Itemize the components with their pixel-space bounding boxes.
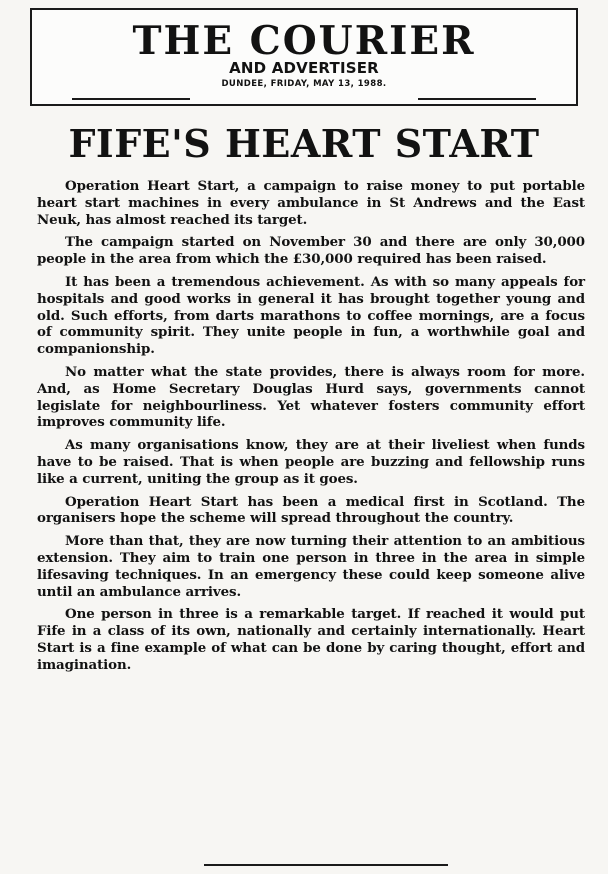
- article-paragraph-7: More than that, they are now turning their attention to an ambitious extension. They aim to train one person in three in the area in simple lifesaving techniques. In an emergency these could keep someone alive until an ambulance arrives.: [37, 533, 585, 600]
- article-paragraph-8: One person in three is a remarkable target. If reached it would put Fife in a class of its own, nationally and certainly internationally. Heart Start is a fine example of what can be done by caring thought, effort and imagination.: [37, 606, 585, 673]
- masthead-dateline: DUNDEE, FRIDAY, MAY 13, 1988.: [221, 79, 387, 89]
- article-paragraph-4: No matter what the state provides, there is always room for more. And, as Home Secretary Douglas Hurd says, governments cannot legislate for neighbourliness. Yet whatever fosters community effort improves community life.: [37, 363, 585, 431]
- article-paragraph-1: Operation Heart Start, a campaign to raise money to put portable heart start machines in every ambulance in St Andrews and the East Neuk, has almost reached its target.: [37, 178, 585, 228]
- article-paragraph-2: The campaign started on November 30 and there are only 30,000 people in the area from which the £30,000 required has been raised.: [37, 234, 585, 268]
- masthead-rule-right: [418, 98, 536, 100]
- article-paragraph-5: As many organisations know, they are at their liveliest when funds have to be raised. That is when people are buzzing and fellowship runs like a current, uniting the group as it goes.: [37, 437, 585, 487]
- article-paragraph-3: It has been a tremendous achievement. As with so many appeals for hospitals and good works in general it has brought together young and old. Such efforts, from darts marathons to coffee mornings, are a focus of community spirit. They unite people in fun, a worthwhile goal and companionship.: [37, 273, 585, 358]
- masthead-rule-left: [72, 98, 190, 100]
- masthead-subtitle: AND ADVERTISER: [229, 59, 379, 77]
- article-paragraph-6: Operation Heart Start has been a medical first in Scotland. The organisers hope the scheme will spread throughout the country.: [37, 493, 585, 527]
- article-headline: FIFE'S HEART START: [68, 121, 540, 166]
- footer-rule: [204, 864, 448, 866]
- article-body: [37, 178, 585, 680]
- masthead: [30, 8, 578, 106]
- masthead-title: THE COURIER: [132, 18, 476, 64]
